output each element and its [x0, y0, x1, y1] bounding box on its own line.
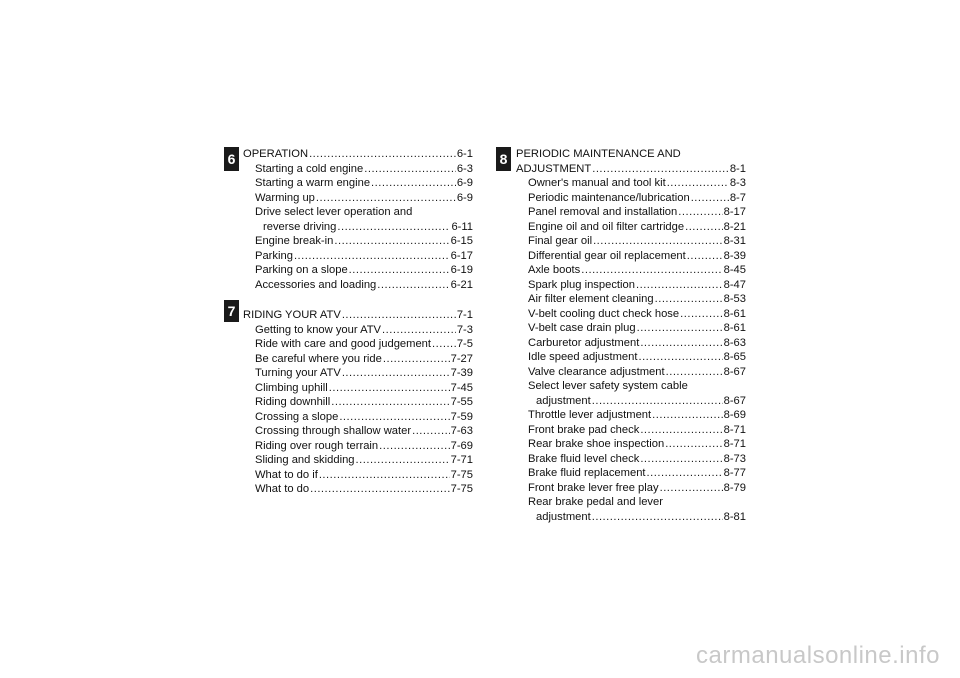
- toc-entry[interactable]: [243, 234, 473, 249]
- toc-heading-riding[interactable]: [243, 308, 473, 323]
- toc-entry[interactable]: [243, 453, 473, 468]
- toc-entry-title: Engine break-in: [255, 235, 334, 247]
- toc-entry-title: Parking: [255, 249, 293, 262]
- toc-entry-page: 7-59: [450, 410, 473, 423]
- toc-entry-title: Turning your ATV: [255, 367, 341, 379]
- toc-entry[interactable]: [243, 381, 473, 396]
- toc-entry-title: V-belt cooling duct check hose: [528, 307, 680, 320]
- toc-entry-page: 7-3: [456, 323, 473, 336]
- toc-entry[interactable]: [516, 394, 746, 409]
- toc-entry-page: 7-75: [450, 483, 473, 495]
- toc-heading-title: ADJUSTMENT: [516, 162, 592, 175]
- toc-entry-title: V-belt case drain plug: [528, 322, 636, 334]
- toc-entry-page: 6-19: [450, 264, 473, 276]
- toc-entry-title: Panel removal and installation: [528, 206, 678, 218]
- toc-entry-page: 8-71: [723, 423, 746, 436]
- toc-entry-page: 8-61: [723, 307, 746, 320]
- toc-entry[interactable]: [243, 220, 473, 235]
- toc-entry-page: 8-69: [723, 409, 746, 421]
- toc-section-riding: [243, 308, 473, 497]
- toc-entry-title: Warming up: [255, 191, 315, 204]
- toc-entry-page: 6-17: [450, 249, 473, 262]
- toc-entry-page: 6-15: [450, 235, 473, 247]
- toc-entry[interactable]: [516, 510, 746, 525]
- chapter-tab-6-label: 6: [227, 151, 236, 167]
- toc-entry-title: Parking on a slope: [255, 264, 348, 276]
- toc-entry[interactable]: [243, 482, 473, 497]
- toc-entry-title: Front brake lever free play: [528, 481, 659, 494]
- chapter-tab-8-label: 8: [499, 151, 508, 167]
- toc-entry-title: Ride with care and good judgement: [255, 338, 432, 350]
- toc-entry-title: Carburetor adjustment: [528, 336, 640, 349]
- toc-entry[interactable]: [243, 424, 473, 439]
- toc-entry[interactable]: [243, 366, 473, 381]
- chapter-tab-8: [496, 147, 511, 171]
- toc-entry-page: 7-63: [450, 425, 473, 437]
- toc-entry-page: 8-53: [723, 293, 746, 305]
- toc-entry-page: 8-31: [723, 235, 746, 247]
- toc-entry[interactable]: [243, 278, 473, 293]
- toc-entry-line1: Drive select lever operation and: [255, 206, 413, 218]
- toc-entry-title: What to do if: [255, 468, 318, 481]
- toc-list-operation: [243, 162, 473, 293]
- toc-entry-title: Climbing uphill: [255, 381, 328, 394]
- toc-entry-title: Starting a warm engine: [255, 177, 371, 189]
- toc-entry-page: 7-69: [450, 439, 473, 452]
- toc-entry[interactable]: [516, 191, 746, 206]
- toc-entry-page: 8-17: [723, 206, 746, 218]
- toc-entry-title: reverse driving: [263, 220, 337, 233]
- toc-heading-page: 7-1: [456, 309, 473, 321]
- toc-right-column: [516, 147, 746, 540]
- toc-entry-title: Air filter element cleaning: [528, 293, 654, 305]
- toc-entry-page: 6-3: [456, 162, 473, 175]
- toc-entry-title: Owner's manual and tool kit: [528, 177, 666, 189]
- watermark-text: carmanualsonline.info: [696, 642, 940, 669]
- toc-entry[interactable]: [516, 437, 746, 452]
- toc-entry[interactable]: [516, 263, 746, 278]
- toc-heading-title: OPERATION: [243, 148, 309, 160]
- toc-entry-title: Spark plug inspection: [528, 278, 635, 291]
- toc-entry-page: 8-21: [723, 220, 746, 233]
- toc-entry-page: 8-45: [723, 264, 746, 276]
- toc-entry-page: 8-47: [723, 278, 746, 291]
- toc-entry-page: 8-79: [723, 481, 746, 494]
- toc-left-column: [243, 147, 473, 513]
- toc-entry-title: Periodic maintenance/lubrication: [528, 191, 690, 204]
- toc-entry[interactable]: [516, 249, 746, 264]
- toc-entry[interactable]: [516, 321, 746, 336]
- toc-entry[interactable]: [516, 307, 746, 322]
- toc-entry[interactable]: [516, 220, 746, 235]
- toc-section-operation: [243, 147, 473, 292]
- toc-entry-title: Brake fluid replacement: [528, 467, 646, 479]
- toc-entry-title: Riding downhill: [255, 396, 331, 408]
- toc-entry-page: 8-73: [723, 452, 746, 465]
- toc-entry-title: Starting a cold engine: [255, 162, 364, 175]
- toc-entry[interactable]: [243, 162, 473, 177]
- toc-entry-page: 8-67: [723, 365, 746, 378]
- toc-entry-page: 6-9: [456, 177, 473, 189]
- toc-entry-page: 8-77: [723, 467, 746, 479]
- toc-entry-page: 8-71: [723, 438, 746, 450]
- toc-entry-page: 7-71: [450, 454, 473, 466]
- toc-entry-title: Riding over rough terrain: [255, 439, 379, 452]
- toc-entry-page: 8-3: [729, 177, 746, 189]
- toc-entry-title: Sliding and skidding: [255, 454, 355, 466]
- toc-entry[interactable]: [516, 452, 746, 467]
- toc-entry[interactable]: [243, 323, 473, 338]
- toc-entry-title: Throttle lever adjustment: [528, 409, 652, 421]
- toc-heading-maintenance-line1: PERIODIC MAINTENANCE AND: [516, 148, 681, 160]
- toc-entry[interactable]: [243, 176, 473, 191]
- toc-entry[interactable]: [516, 408, 746, 423]
- toc-entry-title: Crossing through shallow water: [255, 425, 412, 437]
- toc-entry-title: Engine oil and oil filter cartridge: [528, 220, 685, 233]
- toc-entry[interactable]: [516, 292, 746, 307]
- toc-entry-page: 8-81: [723, 510, 746, 523]
- toc-entry[interactable]: [243, 439, 473, 454]
- toc-entry-title: Rear brake shoe inspection: [528, 438, 665, 450]
- toc-entry-page: 8-7: [729, 191, 746, 204]
- toc-entry[interactable]: [516, 466, 746, 481]
- toc-entry-title: adjustment: [536, 510, 591, 523]
- toc-heading-page: 6-1: [456, 148, 473, 160]
- toc-entry[interactable]: [243, 410, 473, 425]
- toc-entry-page: 8-63: [723, 336, 746, 349]
- toc-entry[interactable]: [516, 365, 746, 380]
- toc-entry-page: 8-39: [723, 249, 746, 262]
- toc-entry[interactable]: [243, 337, 473, 352]
- toc-entry-title: Getting to know your ATV: [255, 323, 382, 336]
- toc-entry-title: Idle speed adjustment: [528, 351, 638, 363]
- toc-entry-title: Valve clearance adjustment: [528, 365, 665, 378]
- toc-entry[interactable]: [243, 395, 473, 410]
- toc-entry[interactable]: [243, 352, 473, 367]
- toc-entry-page: 8-65: [723, 351, 746, 363]
- toc-entry[interactable]: [516, 205, 746, 220]
- toc-entry-line1: Select lever safety system cable: [528, 380, 688, 392]
- chapter-tab-6: [224, 147, 239, 171]
- toc-entry-page: 7-27: [450, 352, 473, 365]
- toc-entry-title: Axle boots: [528, 264, 581, 276]
- toc-heading-page: 8-1: [729, 162, 746, 175]
- toc-entry[interactable]: [243, 468, 473, 483]
- toc-heading-operation[interactable]: [243, 147, 473, 162]
- toc-entry[interactable]: [516, 176, 746, 191]
- toc-entry-title: Brake fluid level check: [528, 452, 640, 465]
- chapter-tab-7: [224, 300, 239, 322]
- toc-entry-page: 7-45: [450, 381, 473, 394]
- toc-entry-page: 7-55: [450, 396, 473, 408]
- toc-entry[interactable]: [516, 278, 746, 293]
- toc-entry-line1: Rear brake pedal and lever: [528, 496, 663, 508]
- toc-entry-title: Front brake pad check: [528, 423, 640, 436]
- chapter-tab-7-label: 7: [227, 303, 236, 319]
- toc-entry-page: 6-9: [456, 191, 473, 204]
- toc-heading-title: RIDING YOUR ATV: [243, 309, 341, 321]
- toc-entry-page: 8-67: [723, 394, 746, 407]
- toc-list-riding: [243, 323, 473, 497]
- toc-entry[interactable]: [516, 423, 746, 438]
- toc-entry-page: 7-75: [450, 468, 473, 481]
- toc-entry-title: adjustment: [536, 394, 591, 407]
- toc-list-maintenance: [516, 176, 746, 524]
- toc-entry[interactable]: [516, 481, 746, 496]
- toc-entry[interactable]: [243, 249, 473, 264]
- toc-entry-title: Differential gear oil replacement: [528, 249, 686, 262]
- toc-entry[interactable]: [243, 191, 473, 206]
- toc-heading-maintenance[interactable]: [516, 162, 746, 177]
- toc-entry-title: Be careful where you ride: [255, 352, 382, 365]
- toc-entry[interactable]: [516, 350, 746, 365]
- toc-entry[interactable]: [516, 336, 746, 351]
- toc-entry-page: 6-21: [450, 278, 473, 291]
- toc-entry-title: Final gear oil: [528, 235, 593, 247]
- toc-entry[interactable]: [243, 263, 473, 278]
- toc-entry-page: 6-11: [451, 220, 473, 233]
- toc-entry-title: What to do: [255, 483, 310, 495]
- toc-entry-title: Accessories and loading: [255, 278, 377, 291]
- toc-entry-page: 7-39: [450, 367, 473, 379]
- toc-entry-page: 8-61: [723, 322, 746, 334]
- toc-section-maintenance: [516, 147, 746, 524]
- toc-entry-title: Crossing a slope: [255, 410, 339, 423]
- toc-entry[interactable]: [516, 234, 746, 249]
- toc-entry-page: 7-5: [456, 338, 473, 350]
